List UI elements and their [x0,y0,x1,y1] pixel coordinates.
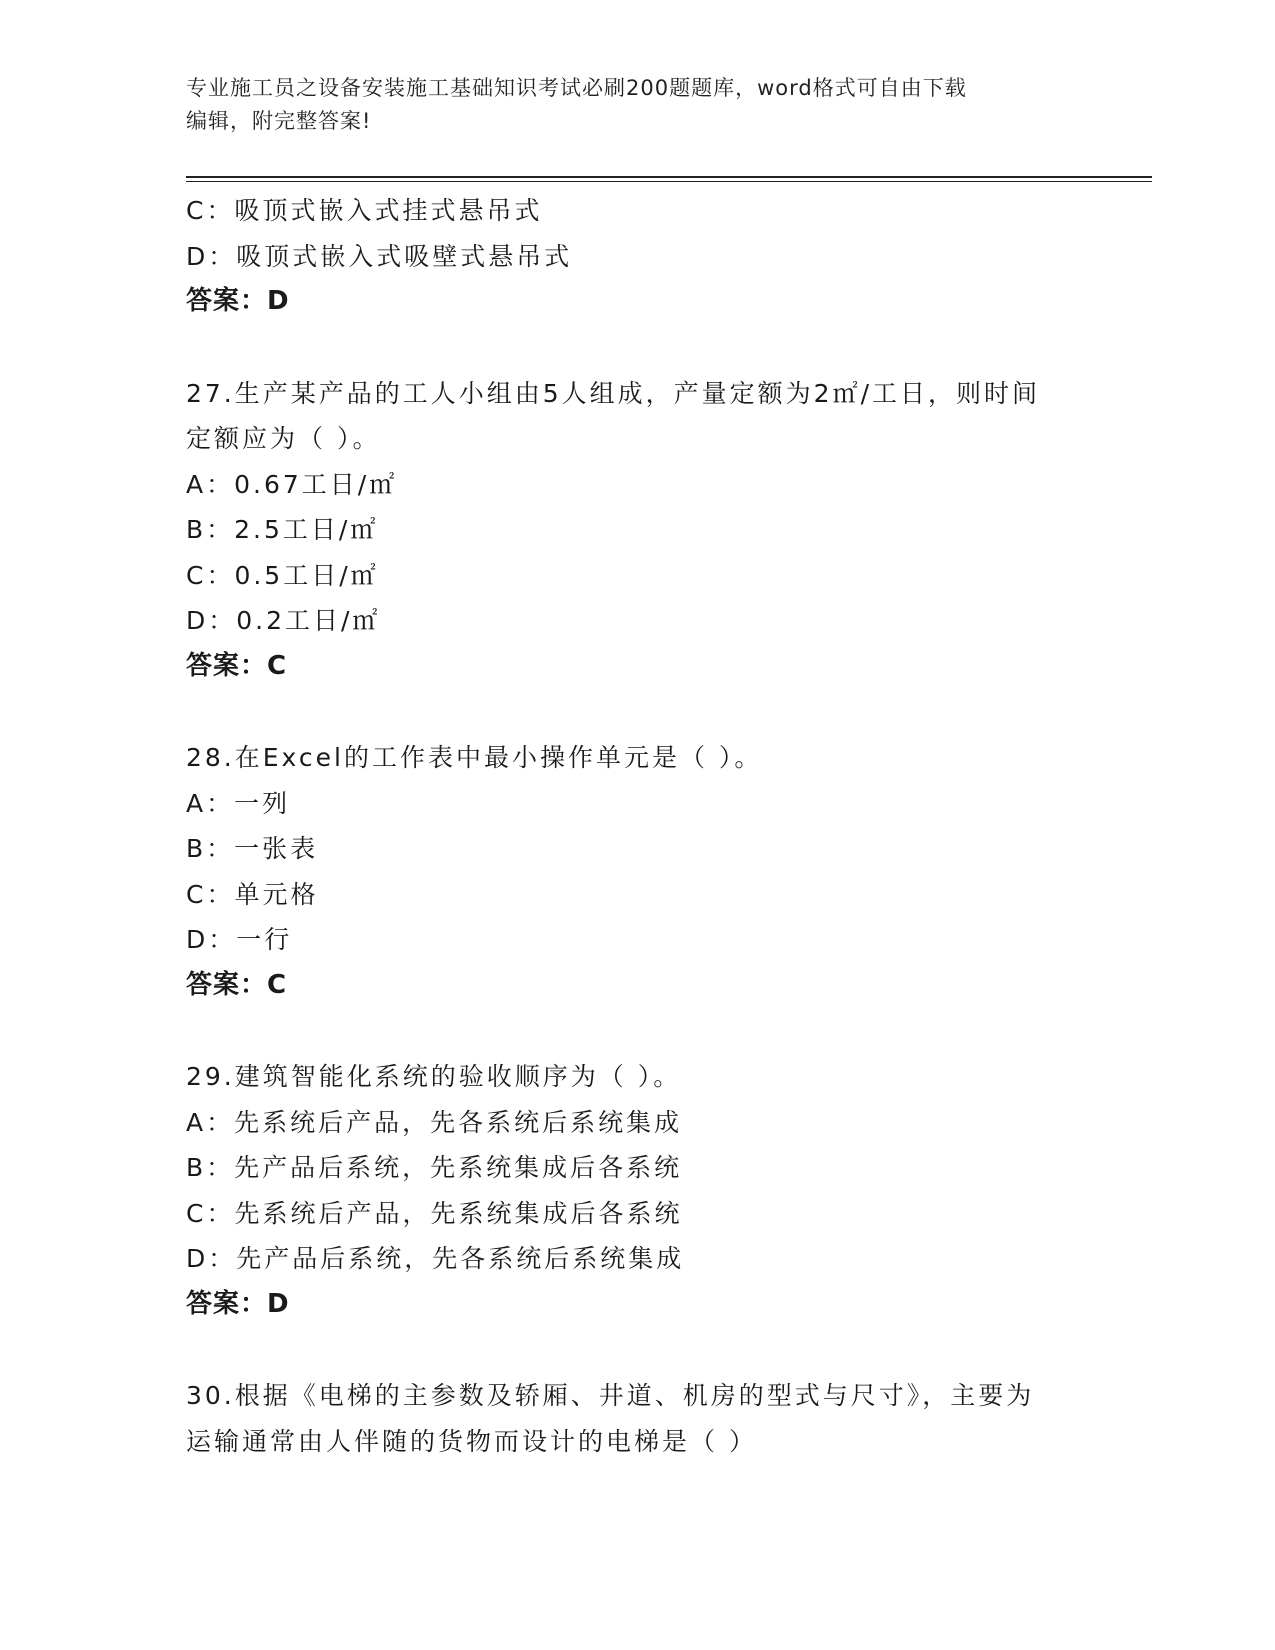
question-28 [186,735,1086,1008]
answer-line: 答案：D [186,286,290,316]
option-c: C：先系统后产品，先系统集成后各系统 [186,1198,683,1228]
question-27 [186,371,1086,690]
option-b: B：一张表 [186,834,319,863]
option-c: C：0.5工日/㎡ [186,560,379,590]
option-a: A：一列 [186,788,291,818]
document-header [186,72,1066,138]
option-b: B：2.5工日/㎡ [186,515,379,544]
option-d: D：一行 [186,925,293,954]
option-c: C：单元格 [186,879,319,909]
answer-line: 答案：C [186,650,288,681]
header-line-1: 专业施工员之设备安装施工基础知识考试必刷200题题库，word格式可自由下载 [186,76,967,100]
header-line-2: 编辑，附完整答案! [186,109,372,133]
question-29 [186,1054,1086,1327]
answer-line: 答案：D [186,1288,290,1319]
question-stem: 28.在Excel的工作表中最小操作单元是（ ）。 [186,743,763,772]
option-b: B：先产品后系统，先系统集成后各系统 [186,1153,683,1182]
answer-line: 答案：C [186,969,288,1000]
question-content [186,188,1086,1464]
question-stem: 30.根据《电梯的主参数及轿厢、井道、机房的型式与尺寸》，主要为 [186,1381,1035,1410]
option-d: D：0.2工日/㎡ [186,606,381,635]
question-26-continued [186,188,1086,325]
question-stem: 27.生产某产品的工人小组由5人组成，产量定额为2㎡/工日，则时间 [186,378,1040,408]
header-divider-thick [186,176,1152,178]
header-divider-thin [186,181,1152,182]
question-stem: 运输通常由人伴随的货物而设计的电梯是（ ） [186,1426,757,1456]
spacer [186,1327,1086,1373]
spacer [186,325,1086,371]
option-a: A：0.67工日/㎡ [186,469,398,499]
question-stem: 29.建筑智能化系统的验收顺序为（ ）。 [186,1062,682,1091]
option-d: D：先产品后系统，先各系统后系统集成 [186,1244,685,1273]
question-stem: 定额应为（ ）。 [186,424,381,453]
question-30 [186,1373,1086,1464]
option-c: C：吸顶式嵌入式挂式悬吊式 [186,196,543,225]
option-d: D：吸顶式嵌入式吸壁式悬吊式 [186,241,573,271]
option-a: A：先系统后产品，先各系统后系统集成 [186,1107,683,1137]
spacer [186,1008,1086,1054]
spacer [186,689,1086,735]
